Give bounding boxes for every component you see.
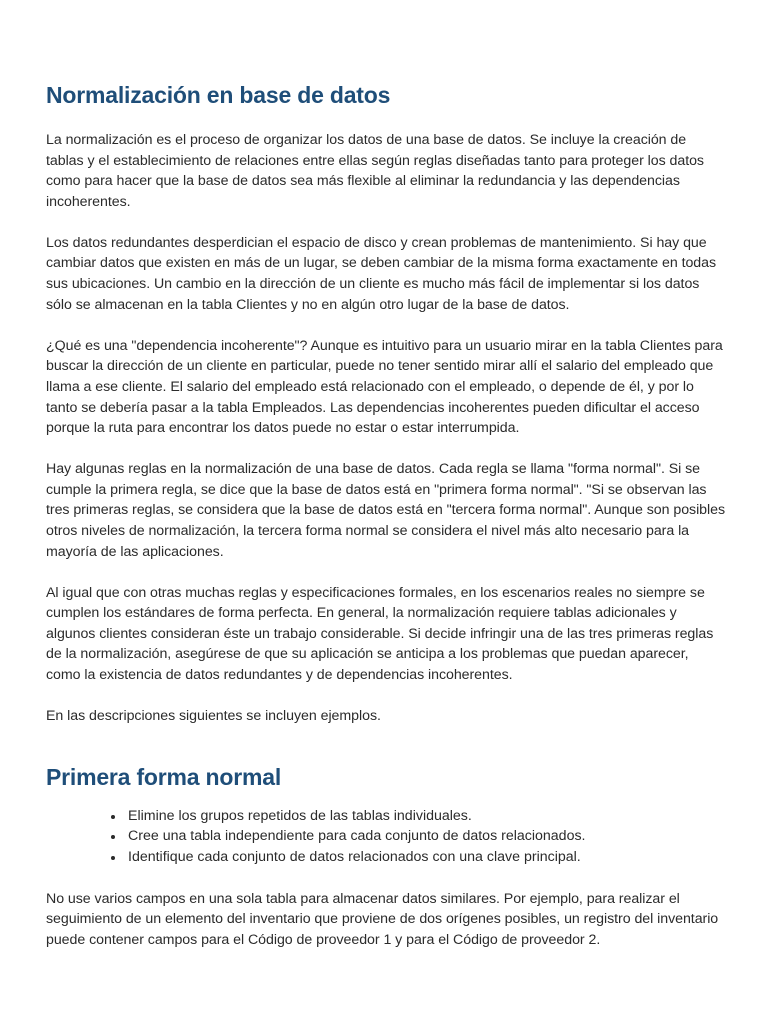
section-heading-first-normal-form: Primera forma normal xyxy=(46,763,282,790)
intro-paragraph: La normalización es el proceso de organizar los datos de una base de datos. Se incluye la creación de tablas y el establecimiento de relaciones entre ellas según reglas diseñadas tanto para proteger los datos como para hacer que la base de datos sea más flexible al eliminar la redundancia y las dependencias incoherentes. xyxy=(46,132,704,210)
redundancy-paragraph: Los datos redundantes desperdician el espacio de disco y crean problemas de mantenimiento. Si hay que cambiar datos que existen en más de un lugar, se deben cambiar de la misma forma exactamente en todas sus ubicaciones. Un cambio en la dirección de un cliente es mucho más fácil de implementar si los datos sólo se almacenan en la tabla Clientes y no en algún otro lugar de la base de datos. xyxy=(46,234,717,313)
normal-forms-paragraph: Hay algunas reglas en la normalización de una base de datos. Cada regla se llama "forma normal". Si se cumple la primera regla, se dice que la base de datos está en "primera forma normal". "Si se observan las tres primeras reglas, se considera que la base de datos está en "tercera forma normal". Aunque son posibles otros niveles de normalización, la tercera forma normal se considera el nivel más alto necesario para la mayoría de las aplicaciones. xyxy=(46,461,726,560)
first-normal-form-paragraph: No use varios campos en una sola tabla para almacenar datos similares. Por ejemplo, para realizar el seguimiento de un elemento del inventario que proviene de dos orígenes posibles, un registro del inventario puede contener campos para el Código de proveedor 1 y para el Código de proveedor 2. xyxy=(46,890,719,948)
inconsistent-dependency-paragraph: ¿Qué es una "dependencia incoherente"? Aunque es intuitivo para un usuario mirar en la tabla Clientes para buscar la dirección de un cliente en particular, puede no tener sentido mirar allí el salario del empleado que llama a ese cliente. El salario del empleado está relacionado con el empleado, o depende de él, y por lo tanto se debería pasar a la tabla Empleados. Las dependencias incoherentes pueden dificultar el acceso porque la ruta para encontrar los datos puede no estar o estar interrumpida. xyxy=(46,337,723,437)
list-item: • Cree una tabla independiente para cada conjunto de datos relacionados. xyxy=(125,826,726,847)
real-world-paragraph: Al igual que con otras muchas reglas y especificaciones formales, en los escenarios reales no siempre se cumplen los estándares de forma perfecta. En general, la normalización requiere tablas adicionales y algunos clientes consideran éste un trabajo considerable. Si decide infringir una de las tres primeras reglas de la normalización, asegúrese de que su aplicación se anticipa a los problemas que puedan aparecer, como la existencia de datos redundantes y de dependencias incoherentes. xyxy=(46,584,714,684)
list-item: • Elimine los grupos repetidos de las tablas individuales. xyxy=(125,806,726,827)
rules-list xyxy=(46,806,726,868)
examples-paragraph: En las descripciones siguientes se incluyen ejemplos. xyxy=(46,708,381,725)
document-page xyxy=(46,78,726,971)
list-item: • Identifique cada conjunto de datos relacionados con una clave principal. xyxy=(125,847,726,868)
page-title: Normalización en base de datos xyxy=(46,82,391,108)
